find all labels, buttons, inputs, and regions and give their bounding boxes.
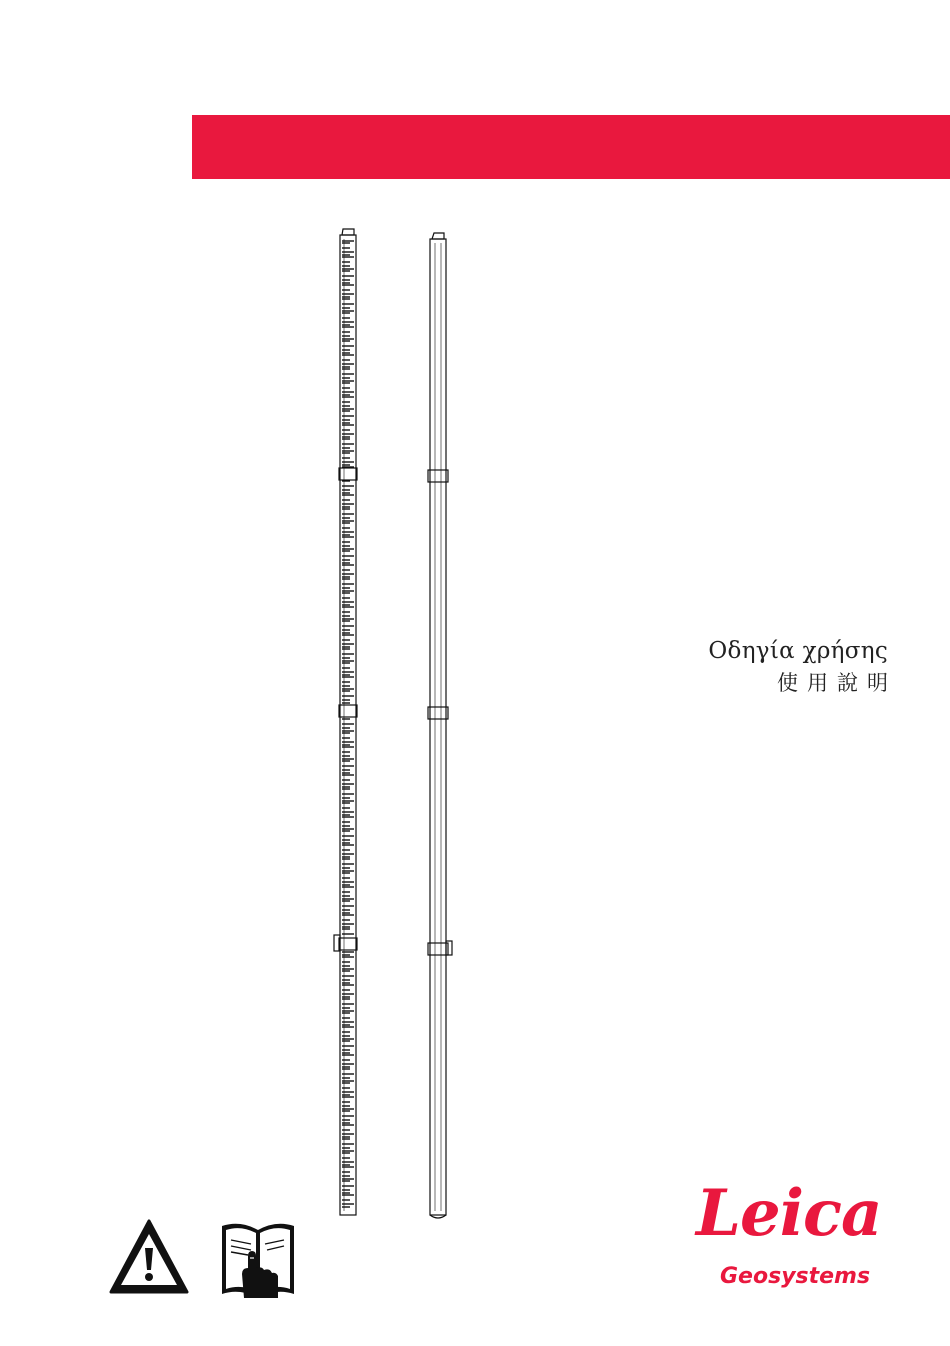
logo-wordmark: Leica	[696, 1176, 882, 1251]
title-chinese: 使用說明	[777, 671, 897, 695]
read-manual-icon	[218, 1218, 298, 1300]
warning-triangle-icon	[108, 1218, 190, 1296]
title-greek: Οδηγία χρήσης	[708, 638, 888, 664]
red-banner	[192, 115, 950, 179]
leica-logo	[688, 1176, 888, 1296]
logo-subtitle: Geosystems	[720, 1264, 871, 1289]
staff-illustration	[320, 225, 470, 1230]
title-block	[708, 634, 897, 698]
plain-staff	[428, 233, 452, 1218]
barcode-staff	[334, 229, 357, 1215]
